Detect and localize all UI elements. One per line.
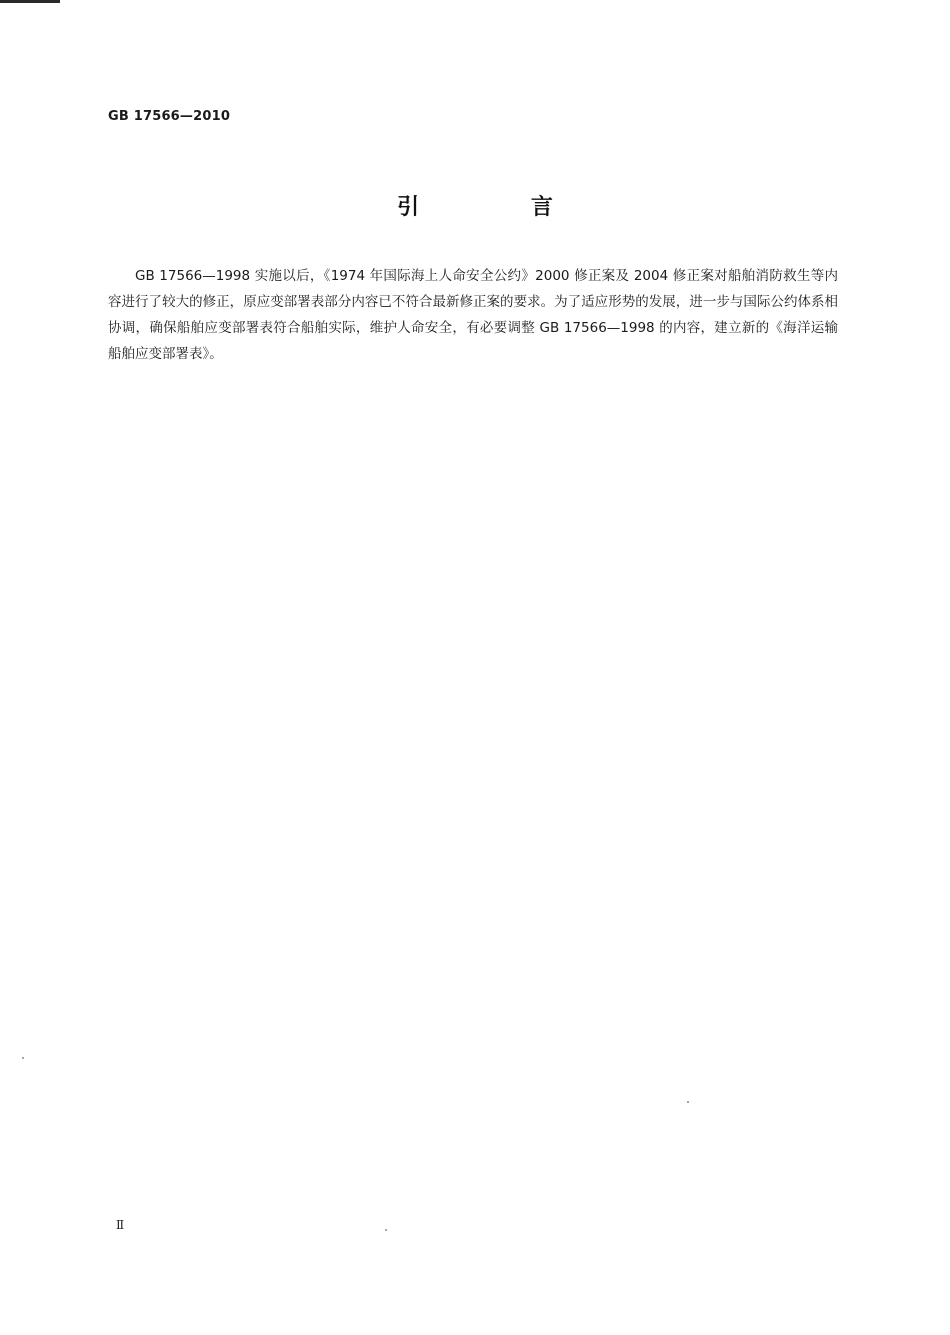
page-number: Ⅱ <box>116 1218 125 1232</box>
section-title: 引 言 <box>397 195 605 220</box>
introduction-paragraph: GB 17566—1998 实施以后，《1974 年国际海上人命安全公约》2000 修正案及 2004 修正案对船舶消防救生等内容进行了较大的修正，原应变部署表部分内容已不符合最新修正案的要求。为了适应形势的发展，进一步与国际公约体系相协调，确保船舶应变部署表符合船舶实际，维护人命安全，有必要调整 GB 17566—1998 的内容，建立新的《海洋运输船舶应变部署表》。 <box>108 268 838 362</box>
scan-edge-mark <box>0 0 60 3</box>
standard-code: GB 17566—2010 <box>108 109 231 124</box>
scan-speck <box>385 1229 387 1231</box>
scan-speck <box>22 1057 24 1059</box>
scan-speck <box>687 1101 689 1103</box>
